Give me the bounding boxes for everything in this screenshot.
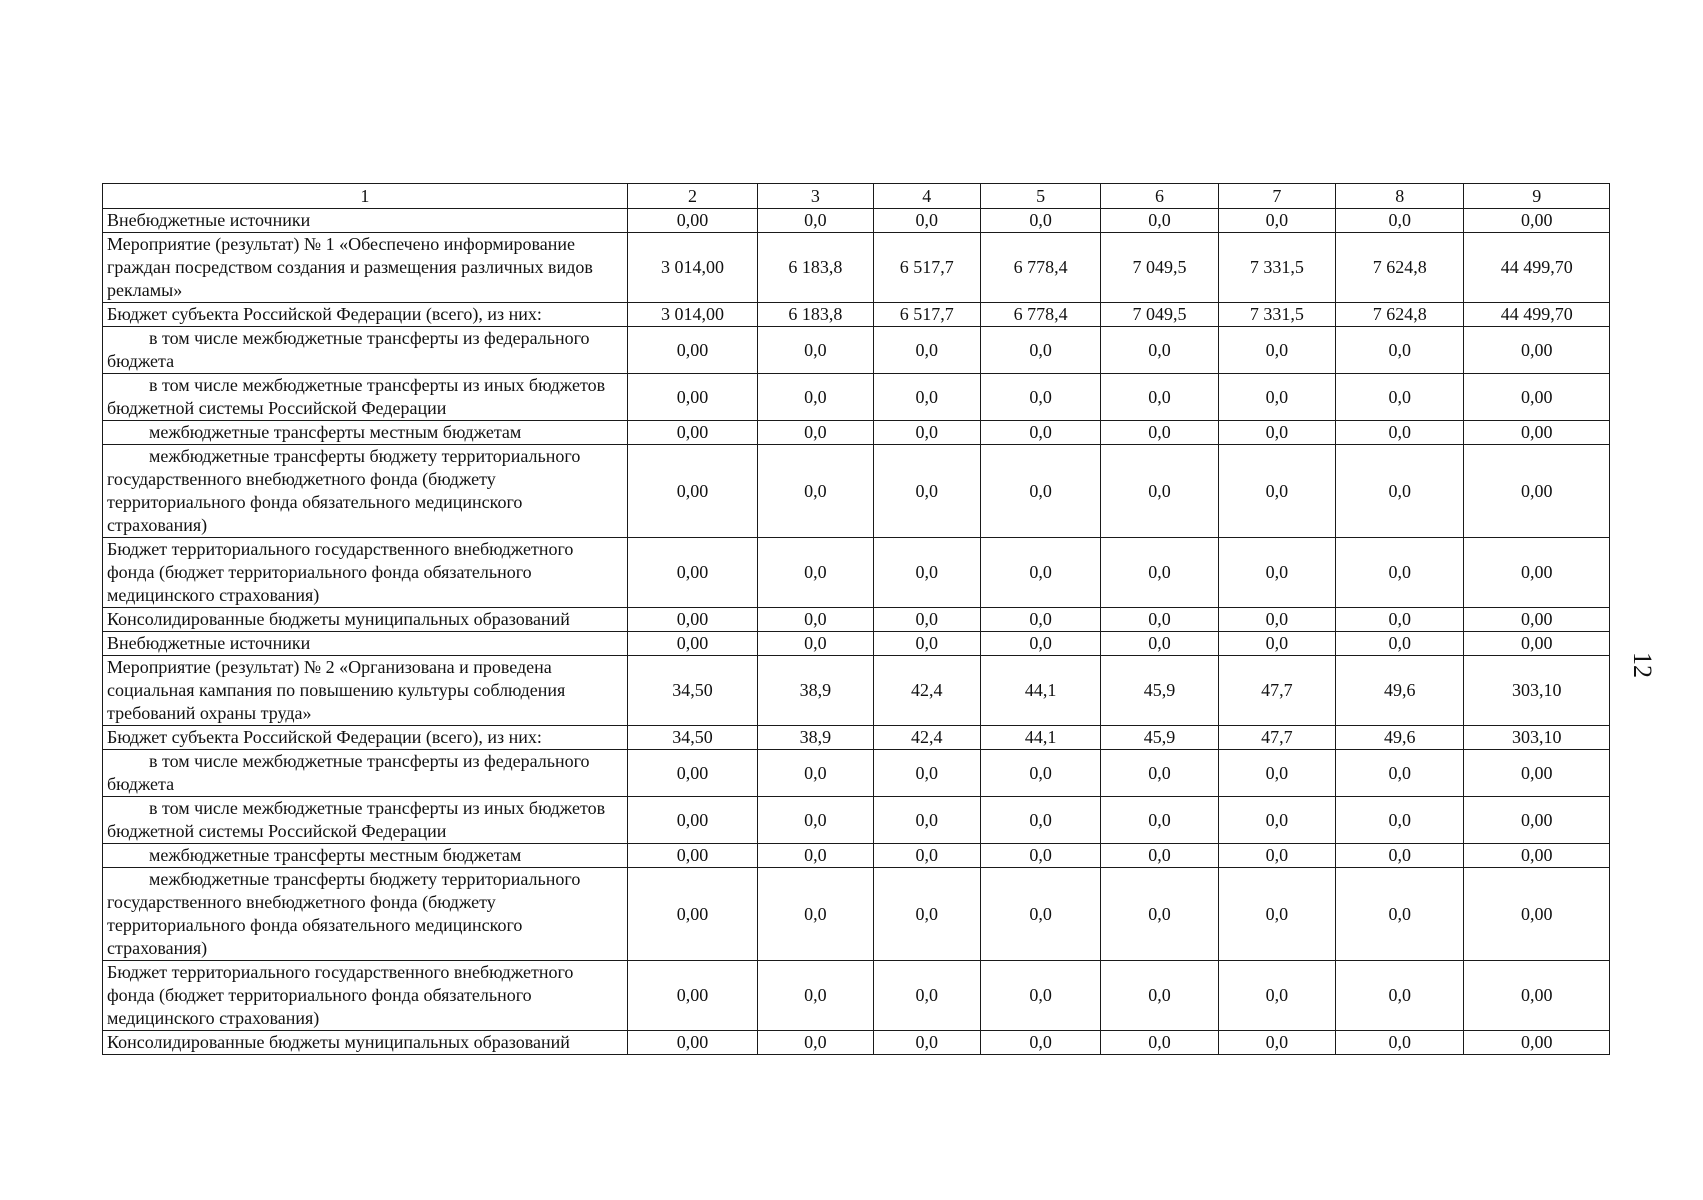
value-cell: 44,1 — [980, 656, 1100, 726]
value-cell: 0,0 — [1336, 327, 1464, 374]
value-cell: 6 183,8 — [758, 303, 873, 327]
page-number: 12 — [1628, 652, 1657, 678]
value-cell: 0,0 — [873, 327, 980, 374]
value-cell: 6 778,4 — [980, 233, 1100, 303]
row-label: Внебюджетные источники — [103, 209, 628, 233]
value-cell: 0,0 — [873, 1031, 980, 1055]
value-cell: 0,00 — [1464, 961, 1610, 1031]
value-cell: 7 624,8 — [1336, 233, 1464, 303]
value-cell: 0,0 — [873, 421, 980, 445]
value-cell: 3 014,00 — [627, 233, 757, 303]
row-label: межбюджетные трансферты бюджету территориального государственного внебюджетного фонда (бюджету территориального фонда обязательного медицинского страхования) — [103, 445, 628, 538]
value-cell: 0,0 — [1218, 421, 1335, 445]
value-cell: 0,0 — [1336, 1031, 1464, 1055]
value-cell: 0,0 — [1101, 209, 1218, 233]
value-cell: 0,0 — [1218, 608, 1335, 632]
value-cell: 0,0 — [1218, 844, 1335, 868]
value-cell: 0,00 — [627, 750, 757, 797]
value-cell: 0,0 — [1218, 445, 1335, 538]
value-cell: 0,0 — [873, 374, 980, 421]
column-number: 9 — [1464, 184, 1610, 209]
row-label: Бюджет субъекта Российской Федерации (всего), из них: — [103, 303, 628, 327]
value-cell: 0,0 — [873, 961, 980, 1031]
table-row — [103, 726, 1610, 750]
value-cell: 0,0 — [758, 445, 873, 538]
value-cell: 44 499,70 — [1464, 233, 1610, 303]
table-row — [103, 961, 1610, 1031]
value-cell: 303,10 — [1464, 726, 1610, 750]
value-cell: 49,6 — [1336, 726, 1464, 750]
row-label: Бюджет территориального государственного внебюджетного фонда (бюджет территориального фонда обязательного медицинского страхования) — [103, 538, 628, 608]
value-cell: 42,4 — [873, 656, 980, 726]
value-cell: 0,0 — [980, 445, 1100, 538]
row-label: межбюджетные трансферты местным бюджетам — [103, 844, 628, 868]
column-number: 1 — [103, 184, 628, 209]
value-cell: 0,00 — [627, 961, 757, 1031]
table-row — [103, 656, 1610, 726]
value-cell: 44 499,70 — [1464, 303, 1610, 327]
value-cell: 0,0 — [1101, 608, 1218, 632]
value-cell: 0,0 — [1336, 632, 1464, 656]
value-cell: 0,0 — [758, 1031, 873, 1055]
value-cell: 38,9 — [758, 656, 873, 726]
value-cell: 0,0 — [980, 868, 1100, 961]
value-cell: 0,0 — [980, 1031, 1100, 1055]
column-number: 5 — [980, 184, 1100, 209]
value-cell: 0,0 — [1336, 209, 1464, 233]
value-cell: 3 014,00 — [627, 303, 757, 327]
table-row — [103, 303, 1610, 327]
row-label: в том числе межбюджетные трансферты из иных бюджетов бюджетной системы Российской Федерации — [103, 797, 628, 844]
value-cell: 7 624,8 — [1336, 303, 1464, 327]
value-cell: 0,0 — [980, 632, 1100, 656]
value-cell: 0,00 — [627, 608, 757, 632]
column-number: 2 — [627, 184, 757, 209]
value-cell: 0,0 — [1336, 961, 1464, 1031]
value-cell: 0,0 — [1101, 868, 1218, 961]
value-cell: 0,0 — [980, 209, 1100, 233]
value-cell: 0,0 — [1336, 608, 1464, 632]
value-cell: 0,00 — [627, 209, 757, 233]
value-cell: 0,0 — [1336, 374, 1464, 421]
table-row — [103, 538, 1610, 608]
value-cell: 0,00 — [627, 374, 757, 421]
row-label: Бюджет субъекта Российской Федерации (всего), из них: — [103, 726, 628, 750]
value-cell: 0,00 — [627, 421, 757, 445]
value-cell: 0,0 — [873, 797, 980, 844]
value-cell: 0,00 — [1464, 1031, 1610, 1055]
column-number-row — [103, 184, 1610, 209]
value-cell: 38,9 — [758, 726, 873, 750]
column-number: 7 — [1218, 184, 1335, 209]
value-cell: 34,50 — [627, 656, 757, 726]
value-cell: 0,0 — [1101, 374, 1218, 421]
value-cell: 0,00 — [1464, 209, 1610, 233]
value-cell: 0,0 — [1101, 844, 1218, 868]
value-cell: 0,0 — [1336, 868, 1464, 961]
value-cell: 0,0 — [1218, 538, 1335, 608]
value-cell: 0,00 — [627, 538, 757, 608]
value-cell: 0,0 — [980, 797, 1100, 844]
value-cell: 0,00 — [627, 844, 757, 868]
value-cell: 0,00 — [1464, 608, 1610, 632]
value-cell: 0,0 — [1218, 632, 1335, 656]
value-cell: 0,0 — [1218, 750, 1335, 797]
budget-table — [102, 183, 1610, 1055]
value-cell: 0,0 — [1101, 750, 1218, 797]
value-cell: 0,0 — [758, 374, 873, 421]
value-cell: 0,00 — [627, 327, 757, 374]
value-cell: 0,0 — [1101, 1031, 1218, 1055]
value-cell: 7 331,5 — [1218, 303, 1335, 327]
value-cell: 0,00 — [1464, 750, 1610, 797]
value-cell: 0,00 — [1464, 868, 1610, 961]
value-cell: 0,0 — [758, 844, 873, 868]
value-cell: 0,0 — [873, 632, 980, 656]
value-cell: 0,0 — [1101, 421, 1218, 445]
value-cell: 0,0 — [758, 608, 873, 632]
value-cell: 0,0 — [1101, 961, 1218, 1031]
value-cell: 0,0 — [1101, 797, 1218, 844]
column-number: 3 — [758, 184, 873, 209]
value-cell: 0,0 — [1218, 1031, 1335, 1055]
value-cell: 0,00 — [627, 1031, 757, 1055]
value-cell: 0,0 — [1101, 445, 1218, 538]
value-cell: 0,0 — [1101, 632, 1218, 656]
value-cell: 0,0 — [1218, 209, 1335, 233]
value-cell: 0,0 — [1218, 868, 1335, 961]
value-cell: 0,0 — [758, 209, 873, 233]
value-cell: 0,0 — [758, 797, 873, 844]
column-number: 4 — [873, 184, 980, 209]
value-cell: 0,00 — [1464, 327, 1610, 374]
row-label: в том числе межбюджетные трансферты из иных бюджетов бюджетной системы Российской Федерации — [103, 374, 628, 421]
value-cell: 0,00 — [627, 445, 757, 538]
value-cell: 0,00 — [1464, 797, 1610, 844]
row-label: Консолидированные бюджеты муниципальных образований — [103, 1031, 628, 1055]
value-cell: 0,00 — [1464, 632, 1610, 656]
table-row — [103, 445, 1610, 538]
value-cell: 0,00 — [627, 868, 757, 961]
value-cell: 0,0 — [1101, 327, 1218, 374]
table-row — [103, 750, 1610, 797]
value-cell: 6 517,7 — [873, 303, 980, 327]
value-cell: 0,0 — [980, 750, 1100, 797]
value-cell: 47,7 — [1218, 656, 1335, 726]
table-row — [103, 209, 1610, 233]
value-cell: 0,00 — [627, 797, 757, 844]
row-label: Мероприятие (результат) № 2 «Организована и проведена социальная кампания по повышению культуры соблюдения требований охраны труда» — [103, 656, 628, 726]
row-label: Внебюджетные источники — [103, 632, 628, 656]
value-cell: 0,00 — [1464, 421, 1610, 445]
value-cell: 49,6 — [1336, 656, 1464, 726]
row-label: Консолидированные бюджеты муниципальных образований — [103, 608, 628, 632]
value-cell: 0,0 — [1336, 538, 1464, 608]
value-cell: 0,0 — [1336, 750, 1464, 797]
value-cell: 0,0 — [1218, 327, 1335, 374]
table-row — [103, 1031, 1610, 1055]
value-cell: 6 778,4 — [980, 303, 1100, 327]
value-cell: 6 517,7 — [873, 233, 980, 303]
value-cell: 0,0 — [1101, 538, 1218, 608]
value-cell: 34,50 — [627, 726, 757, 750]
table-row — [103, 421, 1610, 445]
value-cell: 45,9 — [1101, 726, 1218, 750]
table-row — [103, 608, 1610, 632]
value-cell: 0,0 — [980, 844, 1100, 868]
row-label: в том числе межбюджетные трансферты из федерального бюджета — [103, 327, 628, 374]
table-row — [103, 374, 1610, 421]
value-cell: 0,0 — [1336, 797, 1464, 844]
value-cell: 0,0 — [873, 750, 980, 797]
value-cell: 0,0 — [873, 209, 980, 233]
value-cell: 0,0 — [873, 868, 980, 961]
value-cell: 42,4 — [873, 726, 980, 750]
value-cell: 0,0 — [758, 327, 873, 374]
value-cell: 0,0 — [1218, 374, 1335, 421]
value-cell: 0,00 — [1464, 538, 1610, 608]
row-label: в том числе межбюджетные трансферты из федерального бюджета — [103, 750, 628, 797]
value-cell: 0,0 — [758, 421, 873, 445]
value-cell: 0,0 — [980, 374, 1100, 421]
row-label: Мероприятие (результат) № 1 «Обеспечено информирование граждан посредством создания и размещения различных видов рекламы» — [103, 233, 628, 303]
budget-table-body — [103, 184, 1610, 1055]
value-cell: 44,1 — [980, 726, 1100, 750]
value-cell: 0,0 — [980, 608, 1100, 632]
value-cell: 0,0 — [758, 538, 873, 608]
value-cell: 6 183,8 — [758, 233, 873, 303]
value-cell: 0,0 — [1218, 961, 1335, 1031]
value-cell: 47,7 — [1218, 726, 1335, 750]
value-cell: 0,0 — [758, 750, 873, 797]
value-cell: 0,00 — [1464, 445, 1610, 538]
row-label: Бюджет территориального государственного внебюджетного фонда (бюджет территориального фонда обязательного медицинского страхования) — [103, 961, 628, 1031]
value-cell: 7 049,5 — [1101, 233, 1218, 303]
value-cell: 0,0 — [758, 632, 873, 656]
value-cell: 0,00 — [1464, 844, 1610, 868]
value-cell: 0,0 — [758, 868, 873, 961]
value-cell: 0,0 — [873, 445, 980, 538]
value-cell: 0,0 — [980, 961, 1100, 1031]
row-label: межбюджетные трансферты местным бюджетам — [103, 421, 628, 445]
value-cell: 303,10 — [1464, 656, 1610, 726]
value-cell: 0,0 — [758, 961, 873, 1031]
value-cell: 7 331,5 — [1218, 233, 1335, 303]
table-row — [103, 233, 1610, 303]
value-cell: 0,00 — [1464, 374, 1610, 421]
value-cell: 7 049,5 — [1101, 303, 1218, 327]
value-cell: 0,0 — [873, 844, 980, 868]
value-cell: 0,0 — [1336, 844, 1464, 868]
column-number: 6 — [1101, 184, 1218, 209]
value-cell: 0,0 — [873, 608, 980, 632]
table-row — [103, 797, 1610, 844]
value-cell: 0,0 — [1336, 421, 1464, 445]
value-cell: 0,0 — [980, 327, 1100, 374]
table-row — [103, 327, 1610, 374]
value-cell: 0,00 — [627, 632, 757, 656]
table-row — [103, 844, 1610, 868]
table-row — [103, 868, 1610, 961]
value-cell: 0,0 — [980, 421, 1100, 445]
table-row — [103, 632, 1610, 656]
value-cell: 0,0 — [980, 538, 1100, 608]
row-label: межбюджетные трансферты бюджету территориального государственного внебюджетного фонда (бюджету территориального фонда обязательного медицинского страхования) — [103, 868, 628, 961]
value-cell: 45,9 — [1101, 656, 1218, 726]
value-cell: 0,0 — [873, 538, 980, 608]
value-cell: 0,0 — [1218, 797, 1335, 844]
column-number: 8 — [1336, 184, 1464, 209]
value-cell: 0,0 — [1336, 445, 1464, 538]
